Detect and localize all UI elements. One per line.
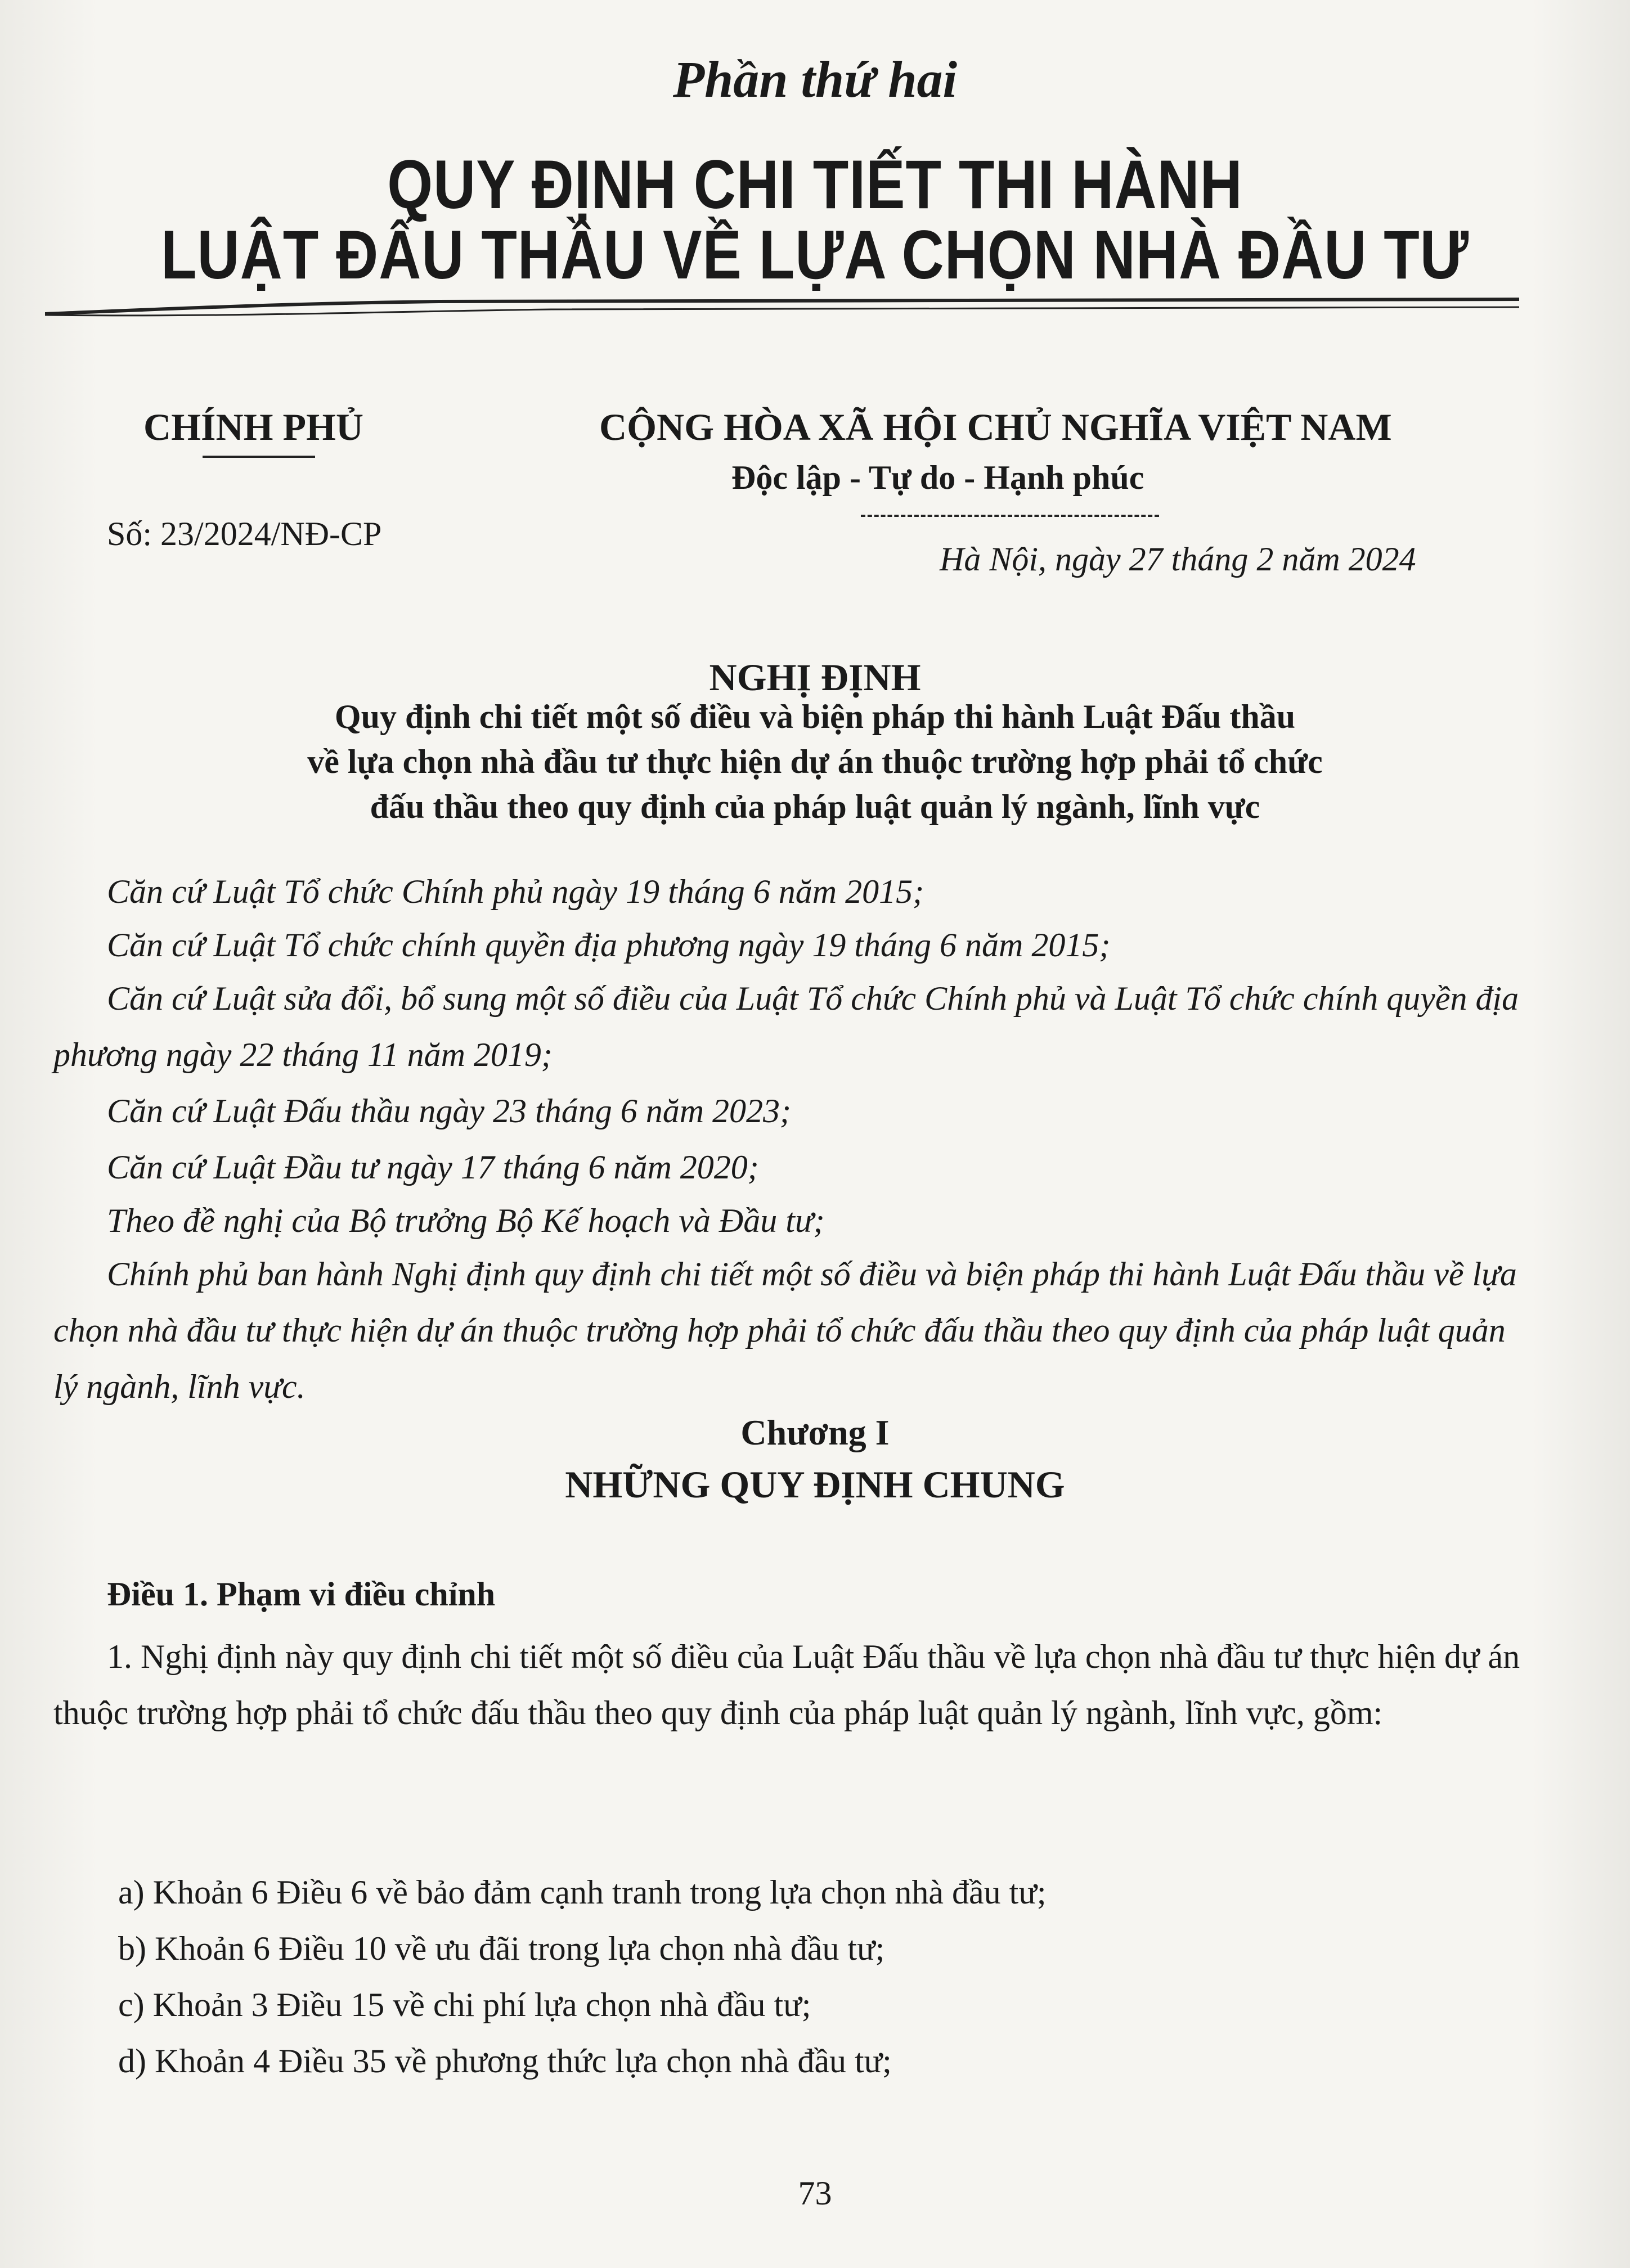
decree-subject-line-1: Quy định chi tiết một số điều và biện pháp thi hành Luật Đấu thầu [334, 698, 1296, 735]
legal-basis-2: Căn cứ Luật Tổ chức chính quyền địa phương ngày 19 tháng 6 năm 2015; [107, 926, 1111, 964]
legal-basis-4: Căn cứ Luật Đấu thầu ngày 23 tháng 6 năm 2023; [107, 1092, 792, 1130]
article-1-item-b: b) Khoản 6 Điều 10 về ưu đãi trong lựa chọn nhà đầu tư; [118, 1930, 885, 1967]
place-date: Hà Nội, ngày 27 tháng 2 năm 2024 [940, 541, 1416, 578]
issuer-name: CHÍNH PHỦ [143, 406, 363, 448]
article-1-title: Điều 1. Phạm vi điều chỉnh [107, 1576, 496, 1613]
article-1-item-d: d) Khoản 4 Điều 35 về phương thức lựa chọn nhà đầu tư; [118, 2042, 892, 2080]
enactment-clause: Chính phủ ban hành Nghị định quy định chi tiết một số điều và biện pháp thi hành Luật Đấu thầu về lựa chọn nhà đầu tư thực hiện dự án thuộc trường hợp phải tổ chức đấu thầu theo quy định của pháp luật quản lý ngành, lĩnh vực. [53, 1256, 1517, 1405]
motto-underline [861, 515, 1159, 517]
part-title: Phần thứ hai [672, 51, 958, 108]
article-1-item-c: c) Khoản 3 Điều 15 về chi phí lựa chọn nhà đầu tư; [118, 1986, 811, 2023]
section-heading-line-1: QUY ĐỊNH CHI TIẾT THI HÀNH [387, 146, 1243, 224]
state-name: CỘNG HÒA XÃ HỘI CHỦ NGHĨA VIỆT NAM [599, 406, 1392, 448]
decorative-rule [45, 292, 1519, 326]
legal-basis-3: Căn cứ Luật sửa đổi, bổ sung một số điều của Luật Tổ chức Chính phủ và Luật Tổ chức chính quyền địa phương ngày 22 tháng 11 năm 2019; [53, 980, 1519, 1073]
issuer-underline [203, 456, 315, 458]
decree-type: NGHỊ ĐỊNH [709, 656, 921, 699]
article-1-item-a: a) Khoản 6 Điều 6 về bảo đảm cạnh tranh trong lựa chọn nhà đầu tư; [118, 1874, 1047, 1911]
page-number: 73 [798, 2175, 832, 2212]
chapter-title: NHỮNG QUY ĐỊNH CHUNG [565, 1463, 1065, 1506]
chapter-label: Chương I [740, 1412, 890, 1452]
decree-subject-line-2: về lựa chọn nhà đầu tư thực hiện dự án thuộc trường hợp phải tổ chức [307, 743, 1323, 780]
section-heading-line-2: LUẬT ĐẤU THẦU VỀ LỰA CHỌN NHÀ ĐẦU TƯ [160, 217, 1469, 294]
legal-basis-1: Căn cứ Luật Tổ chức Chính phủ ngày 19 tháng 6 năm 2015; [107, 873, 924, 910]
legal-basis-6: Theo đề nghị của Bộ trưởng Bộ Kế hoạch và Đầu tư; [107, 1202, 825, 1239]
state-motto: Độc lập - Tự do - Hạnh phúc [731, 459, 1144, 496]
decree-number: Số: 23/2024/NĐ-CP [107, 515, 382, 552]
legal-basis-5: Căn cứ Luật Đầu tư ngày 17 tháng 6 năm 2020; [107, 1149, 759, 1186]
article-1-clause-1: 1. Nghị định này quy định chi tiết một số điều của Luật Đấu thầu về lựa chọn nhà đầu tư thực hiện dự án thuộc trường hợp phải tổ chức đấu thầu theo quy định của pháp luật quản lý ngành, lĩnh vực, gồm: [53, 1638, 1520, 1731]
decree-subject-line-3: đấu thầu theo quy định của pháp luật quản lý ngành, lĩnh vực [370, 788, 1260, 825]
